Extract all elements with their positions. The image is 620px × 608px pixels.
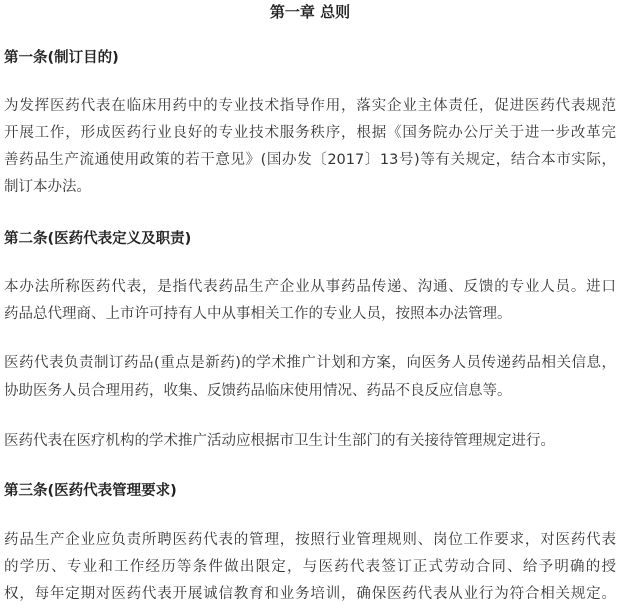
- article-1-paragraph-1-line-4: 制订本办法。: [4, 179, 91, 195]
- article-2-paragraph-1-line-2: 药品总代理商、上市许可持有人中从事相关工作的专业人员，按照本办法管理。: [4, 306, 512, 322]
- article-3-paragraph-1-line-3: 权，每年定期对医药代表开展诚信教育和业务培训，确保医药代表从业行为符合相关规定。: [4, 586, 616, 602]
- article-2-paragraph-2-line-1: 医药代表负责制订药品(重点是新药)的学术推广计划和方案，向医务人员传递药品相关信息，: [4, 355, 616, 371]
- article-3-paragraph-1-line-2: 的学历、专业和工作经历等条件做出限定，与医药代表签订正式劳动合同、给予明确的授: [4, 559, 616, 575]
- article-1-paragraph-1-line-1: 为发挥医药代表在临床用药中的专业技术指导作用，落实企业主体责任，促进医药代表规范: [4, 98, 616, 114]
- article-1-paragraph-1-line-3: 善药品生产流通使用政策的若干意见》(国办发〔2017〕13号)等有关规定，结合本市实际，: [4, 152, 616, 168]
- article-2-paragraph-2-line-2: 协助医务人员合理用药，收集、反馈药品临床使用情况、药品不良反应信息等。: [4, 383, 512, 399]
- article-2-paragraph-3-line-1: 医药代表在医疗机构的学术推广活动应根据市卫生计生部门的有关接待管理规定进行。: [4, 433, 555, 449]
- chapter-title: 第一章 总则: [269, 3, 351, 21]
- article-3-heading: 第三条(医药代表管理要求): [4, 483, 177, 499]
- article-2-paragraph-1-line-1: 本办法所称医药代表，是指代表药品生产企业从事药品传递、沟通、反馈的专业人员。进口: [4, 279, 616, 295]
- article-3-paragraph-1-line-1: 药品生产企业应负责所聘医药代表的管理，按照行业管理规则、岗位工作要求，对医药代表: [4, 532, 616, 548]
- article-1-paragraph-1-line-2: 开展工作，形成医药行业良好的专业技术服务秩序，根据《国务院办公厅关于进一步改革完: [4, 125, 616, 141]
- article-1-heading: 第一条(制订目的): [4, 50, 119, 66]
- article-2-heading: 第二条(医药代表定义及职责): [4, 231, 192, 247]
